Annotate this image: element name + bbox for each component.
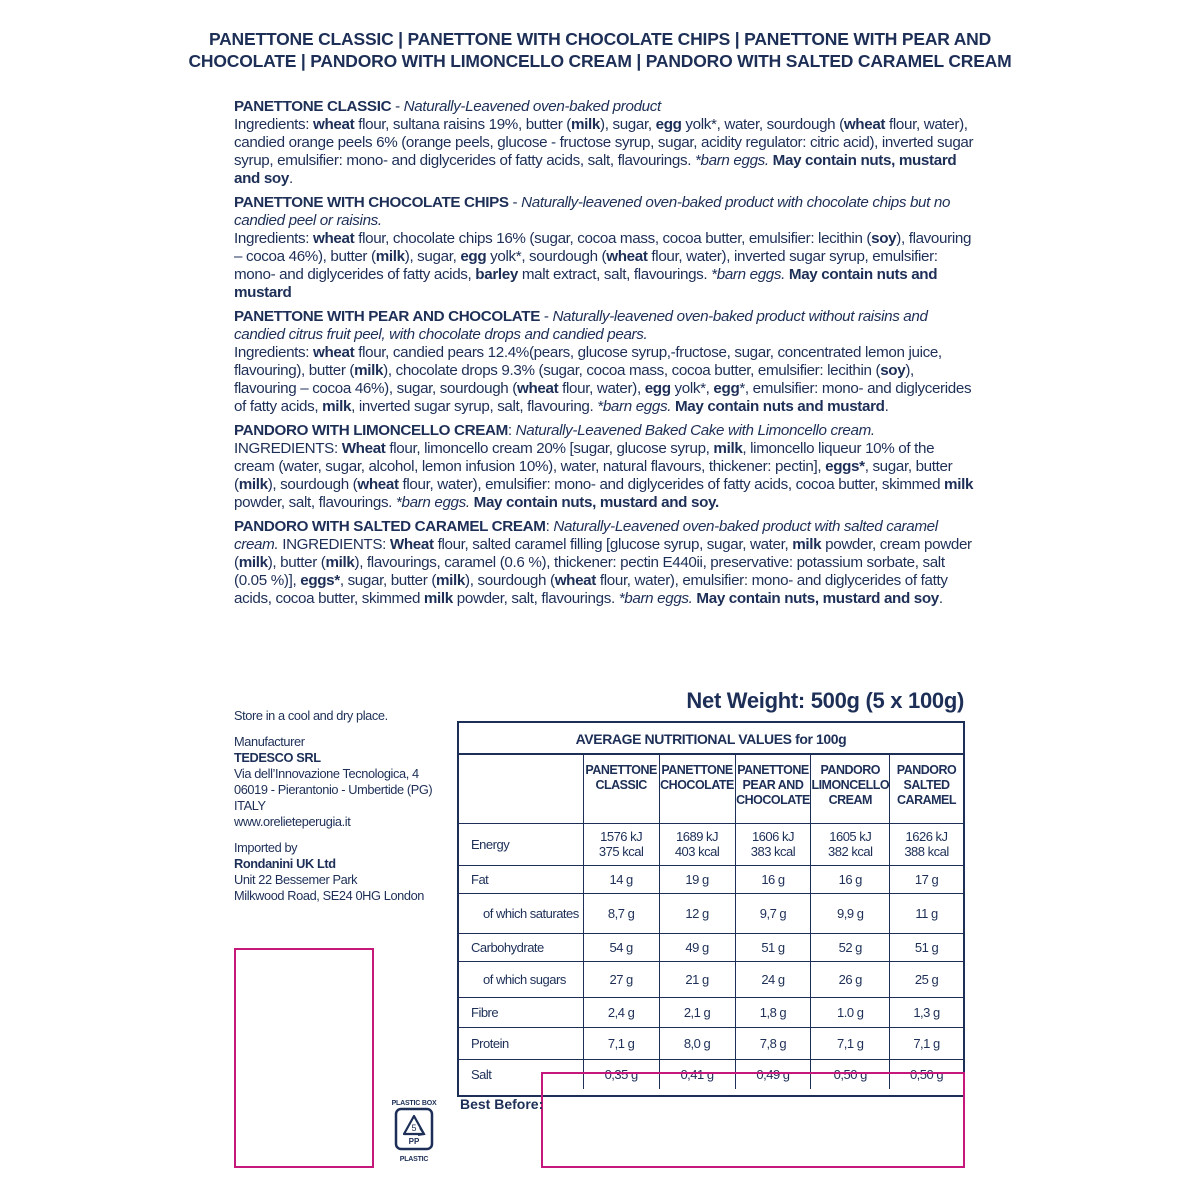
may-contain-warning: May contain nuts and mustard bbox=[234, 266, 938, 301]
allergen: eggs* bbox=[825, 458, 865, 475]
product-name: PANETTONE CLASSIC bbox=[234, 98, 392, 115]
allergen: milk bbox=[436, 572, 466, 589]
net-weight: Net Weight: 500g (5 x 100g) bbox=[686, 688, 964, 713]
manufacturer-address-1: Via dell’Innovazione Tecnologica, 4 bbox=[234, 766, 419, 781]
column-header: PANETTONE CLASSIC bbox=[583, 755, 659, 823]
nutrient-value: 9,9 g bbox=[811, 893, 890, 933]
nutrient-value: 1,3 g bbox=[890, 997, 963, 1027]
nutrient-label: of which sugars bbox=[459, 961, 583, 997]
allergen: barley bbox=[475, 266, 518, 283]
ingredients-label: Ingredients: bbox=[234, 344, 314, 361]
nutrient-value: 1.0 g bbox=[811, 997, 890, 1027]
nutrient-label: Fat bbox=[459, 865, 583, 893]
svg-text:5: 5 bbox=[411, 1123, 417, 1133]
nutrient-value: 7,8 g bbox=[735, 1027, 811, 1059]
nutrient-value: 17 g bbox=[890, 865, 963, 893]
manufacturer-country: ITALY bbox=[234, 798, 266, 813]
barn-eggs-note: *barn eggs. bbox=[694, 152, 769, 169]
product-description: Naturally-Leavened oven-baked product with salted caramel cream. bbox=[234, 518, 938, 553]
allergen: milk bbox=[713, 440, 743, 457]
allergen: milk bbox=[375, 248, 405, 265]
nutrient-value: 1606 kJ 383 kcal bbox=[735, 823, 811, 865]
nutrient-label: Fibre bbox=[459, 997, 583, 1027]
nutrient-label: Protein bbox=[459, 1027, 583, 1059]
importer-address-2: Milkwood Road, SE24 0HG London bbox=[234, 888, 425, 903]
nutrient-label: of which saturates bbox=[459, 893, 583, 933]
product-range-header bbox=[0, 28, 1200, 72]
product-description: Naturally-leavened oven-baked product with chocolate chips but no candied peel or raisins. bbox=[234, 194, 951, 229]
nutrition-row-sugars bbox=[459, 961, 963, 997]
importer-label: Imported by bbox=[234, 840, 298, 855]
allergen: milk bbox=[944, 476, 974, 493]
nutrient-value: 7,1 g bbox=[890, 1027, 963, 1059]
svg-text:PP: PP bbox=[408, 1137, 420, 1146]
allergen: eggs* bbox=[300, 572, 340, 589]
product-description: Naturally-leavened oven-baked product without raisins and candied citrus fruit peel, with chocolate drops and candied pears. bbox=[234, 308, 928, 343]
nutrient-value: 25 g bbox=[890, 961, 963, 997]
recycle-bottom-label: PLASTIC bbox=[399, 1156, 429, 1163]
allergen: milk bbox=[325, 554, 355, 571]
barn-eggs-note: *barn eggs. bbox=[618, 590, 693, 607]
nutrient-value: 0,50 g bbox=[811, 1059, 890, 1089]
nutrient-value: 0,41 g bbox=[659, 1059, 735, 1089]
barn-eggs-note: *barn eggs. bbox=[597, 398, 672, 415]
nutrient-value: 1,8 g bbox=[735, 997, 811, 1027]
product-panettone-pear-chocolate: PANETTONE WITH PEAR AND CHOCOLATE - Naturally-leavened oven-baked product without raisins and candied citrus fruit peel, with chocolate drops and candied pears. Ingredients: wheat flour, candied pears 12.4%(pears, glucose syrup,-fructose, sugar, concentrated lemon juice, flavouring), butter (milk), chocolate drops 9.3% (sugar, cocoa mass, cocoa butter, emulsifier: lecithin (soy), flavouring – cocoa 46%), sugar, sourdough (wheat flour, water), egg yolk*, egg*, emulsifier: mono- and diglycerides of fatty acids, milk, inverted sugar syrup, salt, flavouring. *barn eggs. May contain nuts and mustard. bbox=[234, 308, 972, 415]
nutrient-value: 1689 kJ 403 kcal bbox=[659, 823, 735, 865]
nutrient-value: 16 g bbox=[811, 865, 890, 893]
nutrient-value: 7,1 g bbox=[583, 1027, 659, 1059]
allergen: milk bbox=[354, 362, 384, 379]
best-before-box bbox=[541, 1072, 965, 1168]
allergen: wheat bbox=[606, 248, 648, 265]
storage-instructions: Store in a cool and dry place. bbox=[234, 708, 388, 723]
column-header: PANETTONE CHOCOLATE bbox=[659, 755, 735, 823]
allergen: soy bbox=[871, 230, 897, 247]
allergen: Wheat bbox=[389, 536, 434, 553]
nutrient-value: 51 g bbox=[735, 933, 811, 961]
may-contain-warning: May contain nuts, mustard and soy bbox=[234, 152, 957, 187]
allergen: egg bbox=[460, 248, 487, 265]
ingredients-label: INGREDIENTS: bbox=[234, 440, 342, 457]
manufacturer-name: TEDESCO SRL bbox=[234, 750, 321, 765]
product-pandoro-salted-caramel: PANDORO WITH SALTED CARAMEL CREAM: Naturally-Leavened oven-baked product with salted caramel cream. INGREDIENTS: Wheat flour, salted caramel filling [glucose syrup, sugar, water, milk powder, cream powder (milk), butter (milk), flavourings, caramel (0.6 %), thickener: pectin E440ii, preservative: potassium sorbate, salt (0.05 %)], eggs*, sugar, butter (milk), sourdough (wheat flour, water), emulsifier: mono- and diglycerides of fatty acids, cocoa butter, skimmed milk powder, salt, flavourings. *barn eggs. May contain nuts, mustard and soy. bbox=[234, 518, 972, 607]
may-contain-warning: May contain nuts, mustard and soy. bbox=[473, 494, 719, 511]
product-name: PANETTONE WITH PEAR AND CHOCOLATE bbox=[234, 308, 540, 325]
recycling-symbol bbox=[388, 1100, 440, 1172]
allergen: egg bbox=[655, 116, 682, 133]
nutrient-value: 27 g bbox=[583, 961, 659, 997]
nutrient-value: 14 g bbox=[583, 865, 659, 893]
nutrient-value: 2,1 g bbox=[659, 997, 735, 1027]
column-header: PANETTONE PEAR AND CHOCOLATE bbox=[735, 755, 811, 823]
ingredients-section bbox=[234, 98, 974, 614]
nutrient-value: 12 g bbox=[659, 893, 735, 933]
may-contain-warning: May contain nuts and mustard bbox=[674, 398, 885, 415]
nutrient-value: 21 g bbox=[659, 961, 735, 997]
company-info bbox=[234, 708, 454, 904]
ingredients-label: INGREDIENTS: bbox=[278, 536, 390, 553]
column-header: PANDORO SALTED CARAMEL bbox=[890, 755, 963, 823]
column-header: PANDORO LIMONCELLO CREAM bbox=[811, 755, 890, 823]
product-name: PANDORO WITH SALTED CARAMEL CREAM bbox=[234, 518, 546, 535]
nutrient-value: 1605 kJ 382 kcal bbox=[811, 823, 890, 865]
allergen: wheat bbox=[313, 230, 355, 247]
product-name: PANETTONE WITH CHOCOLATE CHIPS bbox=[234, 194, 509, 211]
nutrient-value: 24 g bbox=[735, 961, 811, 997]
nutrient-value: 1626 kJ 388 kcal bbox=[890, 823, 963, 865]
nutrient-value: 0,35 g bbox=[583, 1059, 659, 1089]
nutrient-value: 0,49 g bbox=[735, 1059, 811, 1089]
allergen: soy bbox=[880, 362, 906, 379]
allergen: Wheat bbox=[341, 440, 386, 457]
allergen: milk bbox=[571, 116, 601, 133]
importer-name: Rondanini UK Ltd bbox=[234, 856, 336, 871]
may-contain-warning: May contain nuts, mustard and soy bbox=[696, 590, 939, 607]
nutrition-header-blank bbox=[459, 755, 583, 823]
product-panettone-classic: PANETTONE CLASSIC - Naturally-Leavened oven-baked product Ingredients: wheat flour, sultana raisins 19%, butter (milk), sugar, egg yolk*, water, sourdough (wheat flour, water), candied orange peels 6% (orange peels, glucose - fructose syrup, sugar, acidity regulator: citric acid), inverted sugar syrup, emulsifier: mono- and diglycerides of fatty acids, salt, flavourings. *barn eggs. May contain nuts, mustard and soy. bbox=[234, 98, 974, 187]
importer-address-1: Unit 22 Bessemer Park bbox=[234, 872, 358, 887]
nutrient-value: 2,4 g bbox=[583, 997, 659, 1027]
product-pandoro-limoncello: PANDORO WITH LIMONCELLO CREAM: Naturally-Leavened Baked Cake with Limoncello cream. INGREDIENTS: Wheat flour, limoncello cream 20% [sugar, glucose syrup, milk, limoncello liqueur 10% of the cream (water, sugar, alcohol, lemon infusion 10%), water, natural flavours, thickener: pectin], eggs*, sugar, butter (milk), sourdough (wheat flour, water), emulsifier: mono- and diglycerides of fatty acids, cocoa butter, skimmed milk powder, salt, flavourings. *barn eggs. May contain nuts, mustard and soy. bbox=[234, 422, 974, 511]
header-line-2: CHOCOLATE | PANDORO WITH LIMONCELLO CREAM | PANDORO WITH SALTED CARAMEL CREAM bbox=[188, 51, 1012, 71]
nutrient-label: Energy bbox=[459, 823, 583, 865]
label-placeholder-box bbox=[234, 948, 374, 1168]
allergen: wheat bbox=[516, 380, 559, 397]
allergen: wheat bbox=[843, 116, 886, 133]
nutrient-value: 19 g bbox=[659, 865, 735, 893]
nutrient-value: 26 g bbox=[811, 961, 890, 997]
nutrient-value: 7,1 g bbox=[811, 1027, 890, 1059]
product-panettone-chocolate-chips: PANETTONE WITH CHOCOLATE CHIPS - Naturally-leavened oven-baked product with chocolate chips but no candied peel or raisins. Ingredients: wheat flour, chocolate chips 16% (sugar, cocoa mass, cocoa butter, emulsifier: lecithin (soy), flavouring – cocoa 46%), butter (milk), sugar, egg yolk*, sourdough (wheat flour, water), inverted sugar syrup, emulsifier: mono- and diglycerides of fatty acids, barley malt extract, salt, flavourings. *barn eggs. May contain nuts and mustard bbox=[234, 194, 972, 301]
nutrition-row-carbohydrate bbox=[459, 933, 963, 961]
nutrient-label: Salt bbox=[459, 1059, 583, 1089]
allergen: wheat bbox=[313, 116, 355, 133]
allergen: milk bbox=[423, 590, 453, 607]
nutrient-value: 52 g bbox=[811, 933, 890, 961]
nutrition-table bbox=[457, 721, 965, 1097]
allergen: wheat bbox=[357, 476, 399, 493]
nutrient-value: 8,7 g bbox=[583, 893, 659, 933]
best-before-label: Best Before: bbox=[460, 1096, 544, 1112]
nutrient-value: 9,7 g bbox=[735, 893, 811, 933]
nutrition-grid bbox=[459, 755, 963, 1089]
allergen: wheat bbox=[313, 344, 355, 361]
recycle-top-label: PLASTIC BOX bbox=[391, 1100, 437, 1107]
nutrient-value: 16 g bbox=[735, 865, 811, 893]
header-line-1: PANETTONE CLASSIC | PANETTONE WITH CHOCOLATE CHIPS | PANETTONE WITH PEAR AND bbox=[208, 29, 992, 49]
nutrient-value: 11 g bbox=[890, 893, 963, 933]
nutrition-row-energy bbox=[459, 823, 963, 865]
nutrient-label: Carbohydrate bbox=[459, 933, 583, 961]
nutrient-value: 49 g bbox=[659, 933, 735, 961]
allergen: milk bbox=[238, 476, 268, 493]
nutrition-header-row bbox=[459, 755, 963, 823]
allergen: milk bbox=[238, 554, 268, 571]
manufacturer-label: Manufacturer bbox=[234, 734, 305, 749]
ingredients-label: Ingredients: bbox=[234, 230, 314, 247]
allergen: milk bbox=[322, 398, 352, 415]
nutrient-value: 0,50 g bbox=[890, 1059, 963, 1089]
product-description: Naturally-Leavened Baked Cake with Limoncello cream. bbox=[515, 422, 875, 439]
nutrition-row-protein bbox=[459, 1027, 963, 1059]
nutrition-row-saturates bbox=[459, 893, 963, 933]
barn-eggs-note: *barn eggs. bbox=[395, 494, 470, 511]
manufacturer-website: www.orelieteperugia.it bbox=[234, 814, 351, 829]
product-name: PANDORO WITH LIMONCELLO CREAM bbox=[234, 422, 508, 439]
ingredients-label: Ingredients: bbox=[234, 116, 314, 133]
allergen: milk bbox=[792, 536, 822, 553]
allergen: egg bbox=[644, 380, 671, 397]
nutrition-title: AVERAGE NUTRITIONAL VALUES for 100g bbox=[459, 723, 963, 755]
nutrient-value: 1576 kJ 375 kcal bbox=[583, 823, 659, 865]
nutrient-value: 51 g bbox=[890, 933, 963, 961]
allergen: wheat bbox=[554, 572, 596, 589]
nutrition-row-fat bbox=[459, 865, 963, 893]
recycle-icon bbox=[394, 1107, 434, 1151]
nutrient-value: 54 g bbox=[583, 933, 659, 961]
manufacturer-address-2: 06019 - Pierantonio - Umbertide (PG) bbox=[234, 782, 433, 797]
nutrition-row-fibre bbox=[459, 997, 963, 1027]
nutrient-value: 8,0 g bbox=[659, 1027, 735, 1059]
product-description: Naturally-Leavened oven-baked product bbox=[403, 98, 661, 115]
allergen: egg bbox=[713, 380, 740, 397]
barn-eggs-note: *barn eggs. bbox=[711, 266, 786, 283]
